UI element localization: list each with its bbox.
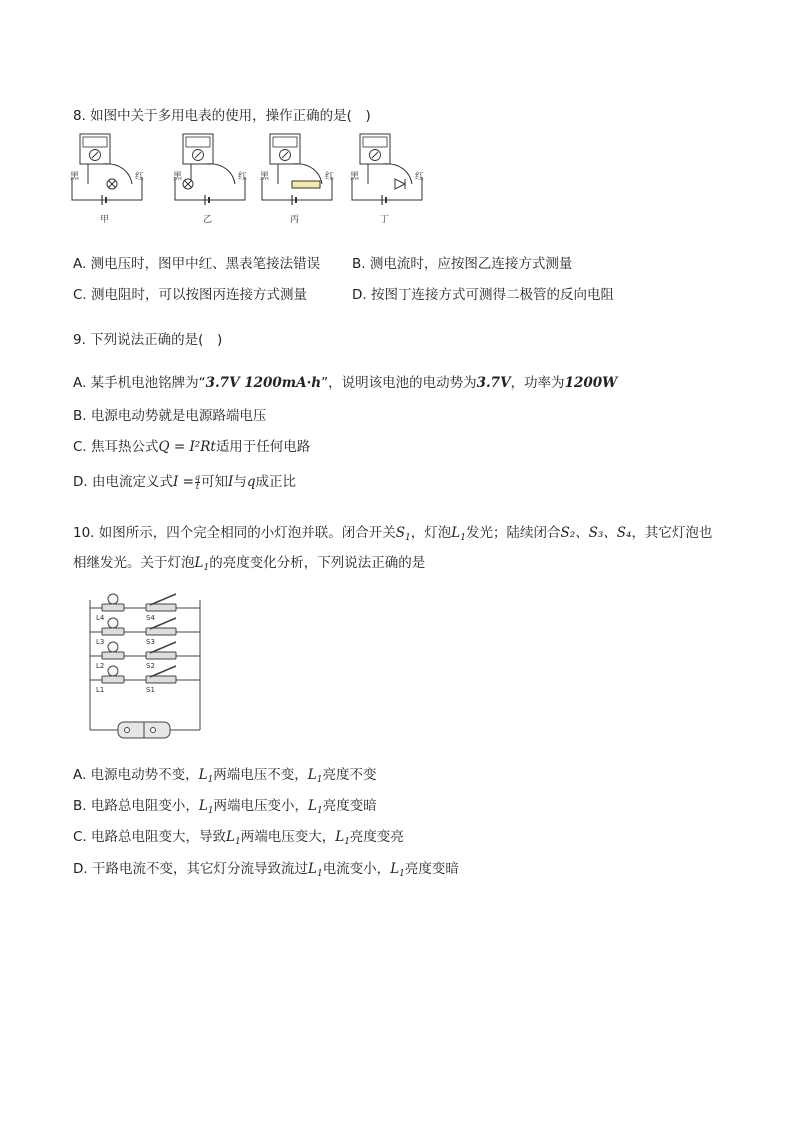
lamp-label: L2	[96, 662, 105, 670]
red-probe-label: 红	[135, 172, 145, 182]
q8-option-d[interactable]: D. 按图丁连接方式可测得二极管的反向电阻	[352, 287, 614, 303]
lamp-holder	[102, 676, 124, 683]
q10-line1-post: ，其它灯泡也	[631, 525, 713, 541]
lamp-holder	[102, 604, 124, 611]
lamp-label: L1	[96, 686, 105, 694]
q9-a-power: 1200W	[564, 375, 618, 391]
q9-a-pre: A. 某手机电池铭牌为“	[73, 375, 206, 391]
q9-c-post: 适用于任何电路	[215, 439, 311, 455]
question-10-stem-line2	[73, 551, 425, 573]
figure-label: 甲	[100, 215, 110, 224]
black-probe-label: 黑	[70, 172, 80, 182]
q10-line1-mid2: 发光；陆续闭合	[465, 525, 561, 541]
q9-c-formula: Q = I²Rt	[158, 439, 216, 455]
lamp-bulb	[108, 666, 118, 676]
q10-s1: $S_1$	[395, 525, 411, 543]
black-probe-label: 黑	[173, 172, 183, 182]
q9-d-i: I =	[172, 474, 194, 490]
q9-d-post: 成正比	[255, 474, 297, 490]
red-probe-label: 红	[415, 172, 425, 182]
q10-line1-pre: 10. 如图所示，四个完全相同的小灯泡并联。闭合开关	[73, 525, 396, 541]
question-10-stem-line1	[73, 521, 712, 543]
red-lead	[102, 164, 132, 184]
q8-option-a[interactable]: A. 测电压时，图甲中红、黑表笔接法错误	[73, 256, 321, 272]
red-lead	[205, 164, 235, 184]
multimeter-figure	[70, 132, 450, 224]
q9-d-mid: 可知	[201, 474, 229, 490]
q10-s234: S₂、S₃、S₄	[560, 525, 632, 541]
red-probe-label: 红	[325, 172, 335, 182]
lamp-label: L4	[96, 614, 105, 622]
q9-a-spec: 3.7V 1200mA·h	[205, 375, 322, 391]
q9-a-mid: ”，说明该电池的电动势为	[321, 375, 477, 391]
black-probe-label: 黑	[260, 172, 270, 182]
switch-label: S3	[146, 638, 155, 646]
q9-d-fraction	[195, 474, 200, 491]
q10-line2-post: 的亮度变化分析，下列说法正确的是	[209, 555, 426, 571]
q10-option-a[interactable]: A. 电源电动势不变，$L_1$两端电压不变，$L_1$亮度不变	[73, 767, 377, 785]
q9-c-pre: C. 焦耳热公式	[73, 439, 159, 455]
q10-option-d[interactable]: D. 干路电流不变，其它灯分流导致流过$L_1$电流变小，$L_1$亮度变暗	[73, 861, 459, 879]
resistor-symbol	[292, 181, 320, 188]
q9-d-numerator: q	[194, 472, 201, 482]
q8-option-c[interactable]: C. 测电阻时，可以按图丙连接方式测量	[73, 287, 308, 303]
question-9-stem: 9. 下列说法正确的是( )	[73, 332, 223, 348]
battery-terminal	[125, 728, 130, 733]
lamp-bulb	[108, 642, 118, 652]
q9-d-denominator: t	[195, 481, 200, 491]
switch-label: S1	[146, 686, 155, 694]
q9-option-a[interactable]	[73, 371, 617, 391]
q10-option-b[interactable]: B. 电路总电阻变小，$L_1$两端电压变小，$L_1$亮度变暗	[73, 798, 377, 816]
battery-terminal	[151, 728, 156, 733]
switch-label: S4	[146, 614, 155, 622]
q9-option-b[interactable]: B. 电源电动势就是电源路端电压	[73, 408, 267, 424]
q9-a-mid2: ，功率为	[510, 375, 565, 391]
figure-label: 乙	[203, 215, 213, 224]
figure-label: 丙	[290, 215, 300, 224]
q9-d-q: q	[246, 474, 256, 490]
switch-lever	[150, 594, 176, 605]
q8-option-b[interactable]: B. 测电流时，应按图乙连接方式测量	[352, 256, 573, 272]
red-probe-label: 红	[238, 172, 248, 182]
figure-label: 丁	[380, 215, 390, 224]
lamp-label: L3	[96, 638, 105, 646]
q10-line1-mid: ，灯泡	[410, 525, 452, 541]
q10-l1: $L_1$	[451, 525, 466, 543]
q9-d-pre: D. 由电流定义式	[73, 474, 173, 490]
q9-d-mid2: 与	[233, 474, 247, 490]
parallel-lamps-figure	[84, 580, 206, 740]
diode-symbol	[395, 179, 405, 189]
q9-d-i2: I	[228, 474, 234, 490]
q10-option-c[interactable]: C. 电路总电阻变大，导致$L_1$两端电压变大，$L_1$亮度变亮	[73, 829, 404, 847]
q9-option-c[interactable]	[73, 435, 310, 455]
lamp-holder	[102, 628, 124, 635]
lamp-bulb	[108, 618, 118, 628]
question-8-stem: 8. 如图中关于多用电表的使用，操作正确的是( )	[73, 108, 371, 124]
q10-line2-pre: 相继发光。关于灯泡	[73, 555, 195, 571]
q10-l1-b: $L_1$	[194, 555, 210, 573]
q9-a-emf: 3.7V	[476, 375, 511, 391]
switch-label: S2	[146, 662, 155, 670]
black-probe-label: 黑	[350, 172, 360, 182]
q9-option-d[interactable]	[73, 470, 296, 491]
lamp-bulb	[108, 594, 118, 604]
lamp-holder	[102, 652, 124, 659]
